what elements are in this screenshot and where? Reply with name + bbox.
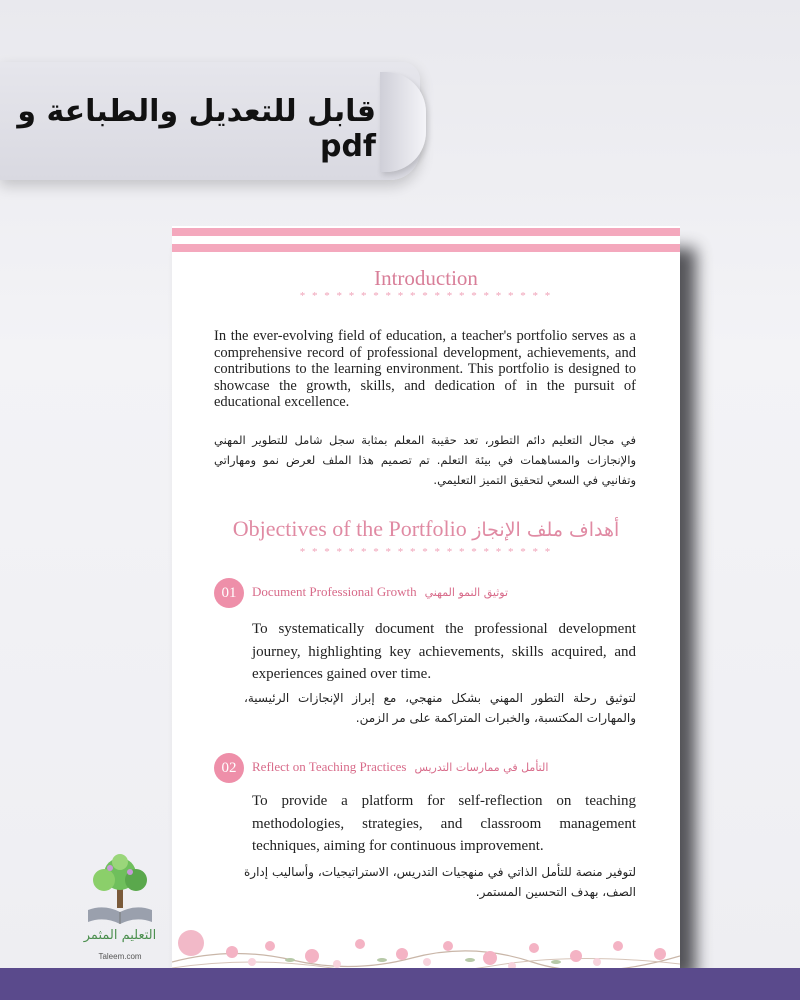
objective-heading-en: Reflect on Teaching Practices [252,759,407,774]
objective-heading [252,759,548,775]
objective-body-en: To systematically document the professional development journey, highlighting key achievements, skills acquired, and experiences gained over time. [252,621,636,682]
objectives-title [172,516,680,542]
top-stripe-1 [172,228,680,236]
objective-number-badge: 01 [214,578,244,608]
objective-heading-ar: توثيق النمو المهني [424,586,509,599]
logo [70,852,170,964]
promo-banner [0,62,420,180]
document-page [172,226,680,976]
intro-paragraph-en: In the ever-evolving field of education, a teacher's portfolio serves as a comprehensive record of professional development, achievements, and contributions to the learning environment. This portfolio is designed to showcase the growth, skills, and dedication of in the pursuit of educational excellence. [214,328,636,410]
objective-body-en: To provide a platform for self-reflection on teaching methodologies, strategies, and classroom management techniques, aiming for continuous improvement. [252,793,636,854]
objectives-title-en: Objectives of the Portfolio [232,516,467,541]
floral-border-decoration [172,916,680,976]
objective-body-ar: لتوثيق رحلة التطور المهني بشكل منهجي، مع إبراز الإنجازات الرئيسية، والمهارات المكتسبة، والخبرات المتراكمة على مر الزمن. [244,691,636,725]
objectives-stars: * * * * * * * * * * * * * * * * * * * * * [299,546,553,558]
banner-curl [380,72,426,172]
menu-icon [178,930,204,956]
logo-domain: Taleem.com [98,952,142,961]
intro-title: Introduction [374,266,478,290]
objective-heading [252,584,508,600]
tree-book-icon [70,852,170,928]
objective-heading-ar: التأمل في ممارسات التدريس [414,761,549,774]
top-stripe-2 [172,244,680,252]
title-stars: * * * * * * * * * * * * * * * * * * * * * [299,290,553,302]
objective-number-badge: 02 [214,753,244,783]
objective-heading-en: Document Professional Growth [252,584,417,599]
bottom-bar [0,968,800,1000]
intro-paragraph-ar: في مجال التعليم دائم التطور، تعد حقيبة المعلم بمثابة سجل شامل للتطوير المهني والإنجازات والمساهمات في بيئة التعلم. تم تصميم هذا الملف لعرض نمو ومهاراتي وتفانيي في السعي لتحقيق التميز التعليمي. [214,433,636,487]
banner-text: قابل للتعديل والطباعة و pdf [17,94,376,164]
objective-body-ar: لتوفير منصة للتأمل الذاتي في منهجيات التدريس، الاستراتيجيات، وأساليب إدارة الصف، بهدف التحسين المستمر. [244,865,636,899]
logo-name-ar: التعليم المثمر [83,928,157,943]
objectives-title-ar: أهداف ملف الإنجاز [472,519,620,541]
